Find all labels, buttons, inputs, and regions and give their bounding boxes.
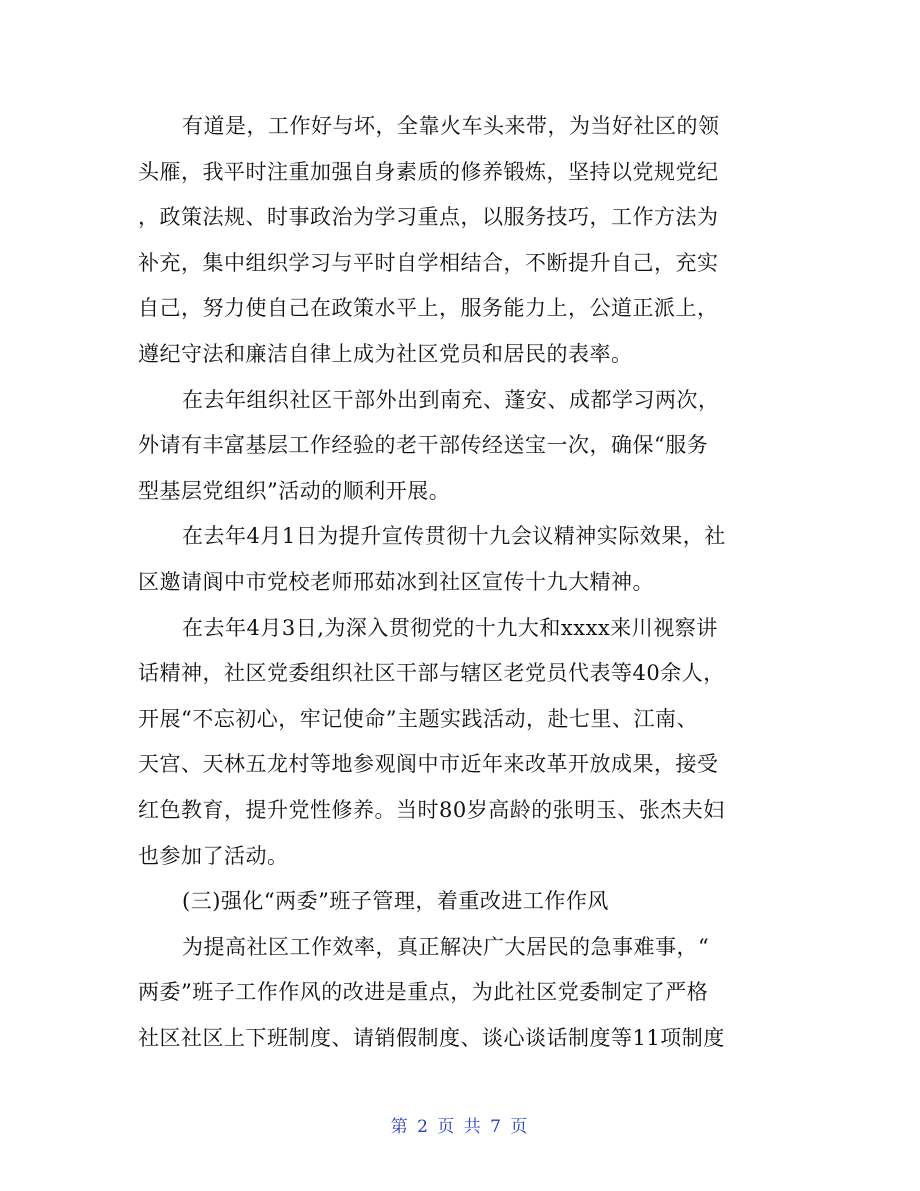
text-line: 红色教育，提升党性修养。当时80岁高龄的张明玉、张杰夫妇 — [138, 797, 725, 822]
text-line: 两委”班子工作作风的改进是重点，为此社区党委制定了严格 — [138, 980, 709, 1005]
text-line: 有道是，工作好与坏，全靠火车头来带，为当好社区的领 — [182, 114, 720, 138]
text-line: 在去年4月1日为提升宣传贯彻十九会议精神实际效果，社 — [182, 524, 726, 549]
text-line: 自己，努力使自己在政策水平上，服务能力上，公道正派上， — [138, 296, 719, 321]
text-line: 社区社区上下班制度、请销假制度、谈心谈话制度等11项制度 — [138, 1025, 725, 1050]
text-line: 补充，集中组织学习与平时自学相结合，不断提升自己，充实 — [138, 250, 719, 275]
text-line: 也参加了活动。 — [138, 843, 289, 868]
text-line: 在去年组织社区干部外出到南充、蓬安、成都学习两次， — [182, 387, 720, 412]
text-line: 在去年4月3日,为深入贯彻党的十九大和xxxx来川视察讲 — [182, 615, 718, 640]
document-body — [138, 104, 788, 1061]
text-line: 区邀请阆中市党校老师邢茹冰到社区宣传十九大精神。 — [138, 569, 654, 594]
text-line: 外请有丰富基层工作经验的老干部传经送宝一次，确保“服务 — [138, 433, 709, 458]
text-line: 为提高社区工作效率，真正解决广大居民的急事难事，“ — [182, 934, 710, 959]
text-line: 话精神，社区党委组织社区干部与辖区老党员代表等40余人， — [138, 661, 725, 686]
page-number-footer: 第 2 页 共 7 页 — [390, 1117, 530, 1137]
text-line: 头雁，我平时注重加强自身素质的修养锻炼，坚持以党规党纪 — [138, 159, 719, 184]
text-line: 型基层党组织”活动的顺利开展。 — [138, 478, 451, 503]
text-line: 天宫、天林五龙村等地参观阆中市近年来改革开放成果，接受 — [138, 752, 719, 777]
text-line: 开展“不忘初心，牢记使命”主题实践活动，赴七里、江南、 — [138, 706, 698, 731]
text-line: ，政策法规、时事政治为学习重点，以服务技巧，工作方法为 — [138, 205, 719, 230]
text-line: 遵纪守法和廉洁自律上成为社区党员和居民的表率。 — [138, 341, 633, 366]
section-heading: (三)强化“两委”班子管理，着重改进工作作风 — [182, 889, 609, 914]
